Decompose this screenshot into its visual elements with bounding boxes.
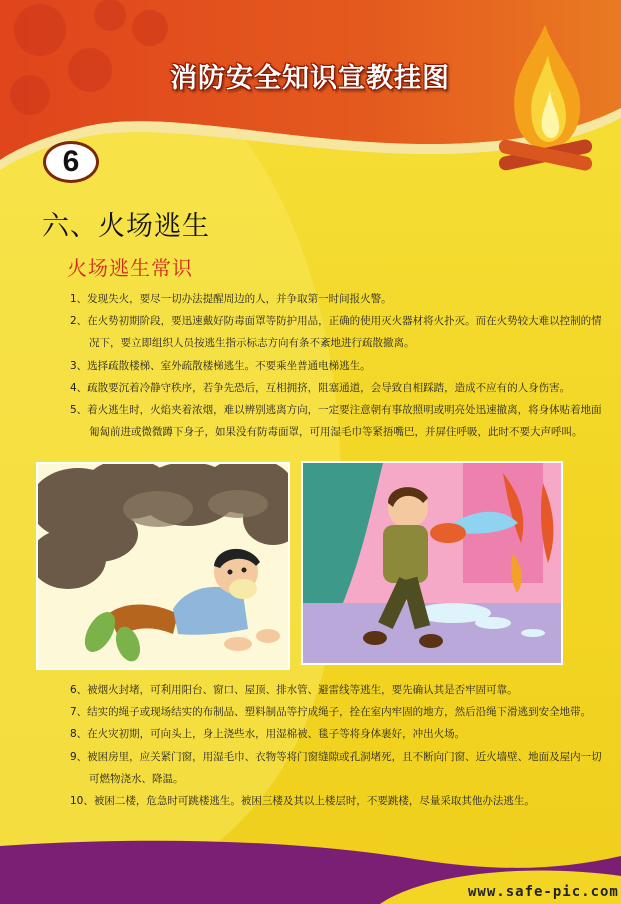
section-subtitle: 火场逃生常识 (67, 256, 193, 280)
section-title: 六、火场逃生 (42, 211, 210, 242)
number-badge: 6 (43, 141, 99, 183)
crawling-illustration (36, 462, 290, 670)
tip-item: 8、在火灾初期，可向头上，身上浇些水，用湿棉被、毯子等将身体裹好，冲出火场。 (70, 728, 466, 741)
tip-item-continued: 匍匐前进或微微蹲下身子，如果没有防毒面罩，可用湿毛巾等紧捂嘴巴，并屏住呼吸，此时不要大声呼叫。 (89, 426, 583, 439)
tip-item: 3、选择疏散楼梯、室外疏散楼梯逃生。不要乘坐普通电梯逃生。 (70, 359, 371, 372)
tip-item: 5、着火逃生时，火焰夹着浓烟，难以辨别逃离方向，一定要注意朝有事故照明或明亮处迅速撤离，将身体贴着地面 (70, 404, 602, 417)
flame-logo-icon (490, 20, 600, 180)
tips-list-top (70, 288, 602, 443)
tip-item-continued: 可燃物浇水、降温。 (89, 772, 184, 785)
water-illustration (301, 461, 563, 665)
tip-item: 2、在火势初期阶段，要迅速戴好防毒面罩等防护用品，正确的使用灭火器材将火扑灭。而在火势较大难以控制的情 (70, 315, 602, 328)
tip-item: 1、发现失火，要尽一切办法提醒周边的人，并争取第一时间报火警。 (70, 293, 392, 305)
crawling-boy-icon (38, 464, 290, 670)
tip-item: 4、疏散要沉着冷静守秩序，若争先恐后，互相拥挤，阻塞通道，会导致自相踩踏，造成不应有的人身伤害。 (70, 381, 571, 394)
tip-item: 7、结实的绳子或现场结实的布制品、塑料制品等拧成绳子，拴在室内牢固的地方，然后沿绳下滑逃到安全地带。 (70, 706, 592, 719)
tips-list-bottom (70, 679, 602, 812)
tip-item: 6、被烟火封堵，可利用阳台、窗口、屋顶、排水管、避雷线等逃生，要先确认其是否牢固可靠。 (70, 684, 518, 696)
poster-title: 消防安全知识宣教挂图 (170, 63, 450, 94)
tip-item: 9、被困房里，应关紧门窗，用湿毛巾、衣物等将门窗缝隙或孔洞堵死，且不断向门窗、近火墙壁、地面及屋内一切 (70, 750, 602, 763)
water-basin-boy-icon (303, 463, 563, 665)
tip-item: 10、被困二楼，危急时可跳楼逃生。被困三楼及其以上楼层时，不要跳楼，尽量采取其他办法逃生。 (70, 795, 535, 808)
watermark: www.safe-pic.com (468, 884, 619, 900)
tip-item-continued: 况下，要立即组织人员按逃生指示标志方向有条不紊地进行疏散撤离。 (89, 337, 415, 350)
